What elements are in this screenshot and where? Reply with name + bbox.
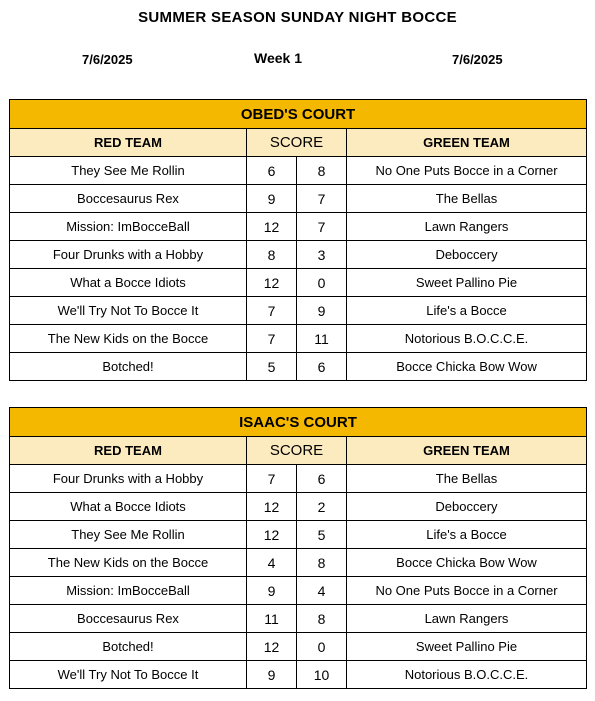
red-score: 7 — [247, 325, 297, 353]
red-team-name: The New Kids on the Bocce — [10, 325, 247, 353]
green-score: 10 — [297, 661, 347, 689]
red-score: 12 — [247, 633, 297, 661]
green-team-name: The Bellas — [347, 185, 587, 213]
red-score: 12 — [247, 521, 297, 549]
green-score: 8 — [297, 549, 347, 577]
red-score: 7 — [247, 465, 297, 493]
game-row — [10, 185, 587, 213]
green-team-name: Bocce Chicka Bow Wow — [347, 549, 587, 577]
green-team-name: Lawn Rangers — [347, 213, 587, 241]
page-title: SUMMER SEASON SUNDAY NIGHT BOCCE — [138, 9, 457, 26]
game-row — [10, 353, 587, 381]
red-team-name: Boccesaurus Rex — [10, 185, 247, 213]
game-row — [10, 549, 587, 577]
green-team-header: GREEN TEAM — [347, 129, 587, 157]
green-team-name: Sweet Pallino Pie — [347, 269, 587, 297]
green-score: 8 — [297, 157, 347, 185]
green-team-header: GREEN TEAM — [347, 437, 587, 465]
game-row — [10, 493, 587, 521]
game-row — [10, 465, 587, 493]
green-team-name: No One Puts Bocce in a Corner — [347, 157, 587, 185]
red-score: 9 — [247, 577, 297, 605]
red-team-name: Botched! — [10, 353, 247, 381]
red-team-name: Mission: ImBocceBall — [10, 213, 247, 241]
date-right: 7/6/2025 — [452, 52, 503, 67]
game-row — [10, 661, 587, 689]
green-team-name: Bocce Chicka Bow Wow — [347, 353, 587, 381]
score-header: SCORE — [247, 129, 347, 157]
green-team-name: No One Puts Bocce in a Corner — [347, 577, 587, 605]
green-team-name: Notorious B.O.C.C.E. — [347, 325, 587, 353]
red-team-header: RED TEAM — [10, 129, 247, 157]
red-team-name: Boccesaurus Rex — [10, 605, 247, 633]
game-row — [10, 297, 587, 325]
red-score: 9 — [247, 185, 297, 213]
court-table-isaac — [9, 407, 587, 689]
green-team-name: Life's a Bocce — [347, 297, 587, 325]
game-row — [10, 269, 587, 297]
green-score: 7 — [297, 213, 347, 241]
red-score: 8 — [247, 241, 297, 269]
game-row — [10, 605, 587, 633]
green-score: 6 — [297, 353, 347, 381]
game-row — [10, 633, 587, 661]
score-header: SCORE — [247, 437, 347, 465]
red-team-name: Botched! — [10, 633, 247, 661]
red-team-name: What a Bocce Idiots — [10, 269, 247, 297]
game-row — [10, 157, 587, 185]
week-label: Week 1 — [254, 50, 302, 66]
red-team-name: We'll Try Not To Bocce It — [10, 661, 247, 689]
red-score: 12 — [247, 213, 297, 241]
red-team-name: What a Bocce Idiots — [10, 493, 247, 521]
green-team-name: Life's a Bocce — [347, 521, 587, 549]
court-table-obed — [9, 99, 587, 381]
red-team-name: They See Me Rollin — [10, 521, 247, 549]
green-score: 0 — [297, 269, 347, 297]
red-score: 4 — [247, 549, 297, 577]
game-row — [10, 577, 587, 605]
green-score: 6 — [297, 465, 347, 493]
red-team-name: The New Kids on the Bocce — [10, 549, 247, 577]
green-score: 9 — [297, 297, 347, 325]
court-title: ISAAC'S COURT — [10, 408, 587, 437]
game-row — [10, 521, 587, 549]
red-team-name: They See Me Rollin — [10, 157, 247, 185]
green-score: 7 — [297, 185, 347, 213]
green-team-name: Sweet Pallino Pie — [347, 633, 587, 661]
red-score: 5 — [247, 353, 297, 381]
green-score: 8 — [297, 605, 347, 633]
red-score: 12 — [247, 269, 297, 297]
game-row — [10, 213, 587, 241]
red-score: 9 — [247, 661, 297, 689]
red-team-name: Four Drunks with a Hobby — [10, 465, 247, 493]
red-score: 6 — [247, 157, 297, 185]
green-score: 3 — [297, 241, 347, 269]
green-team-name: Deboccery — [347, 493, 587, 521]
red-team-header: RED TEAM — [10, 437, 247, 465]
red-team-name: Mission: ImBocceBall — [10, 577, 247, 605]
date-left: 7/6/2025 — [82, 52, 133, 67]
green-score: 11 — [297, 325, 347, 353]
green-team-name: The Bellas — [347, 465, 587, 493]
red-team-name: Four Drunks with a Hobby — [10, 241, 247, 269]
red-team-name: We'll Try Not To Bocce It — [10, 297, 247, 325]
red-score: 7 — [247, 297, 297, 325]
red-score: 12 — [247, 493, 297, 521]
court-title: OBED'S COURT — [10, 100, 587, 129]
green-score: 2 — [297, 493, 347, 521]
game-row — [10, 241, 587, 269]
green-team-name: Deboccery — [347, 241, 587, 269]
red-score: 11 — [247, 605, 297, 633]
green-team-name: Lawn Rangers — [347, 605, 587, 633]
game-row — [10, 325, 587, 353]
green-team-name: Notorious B.O.C.C.E. — [347, 661, 587, 689]
green-score: 5 — [297, 521, 347, 549]
green-score: 0 — [297, 633, 347, 661]
green-score: 4 — [297, 577, 347, 605]
